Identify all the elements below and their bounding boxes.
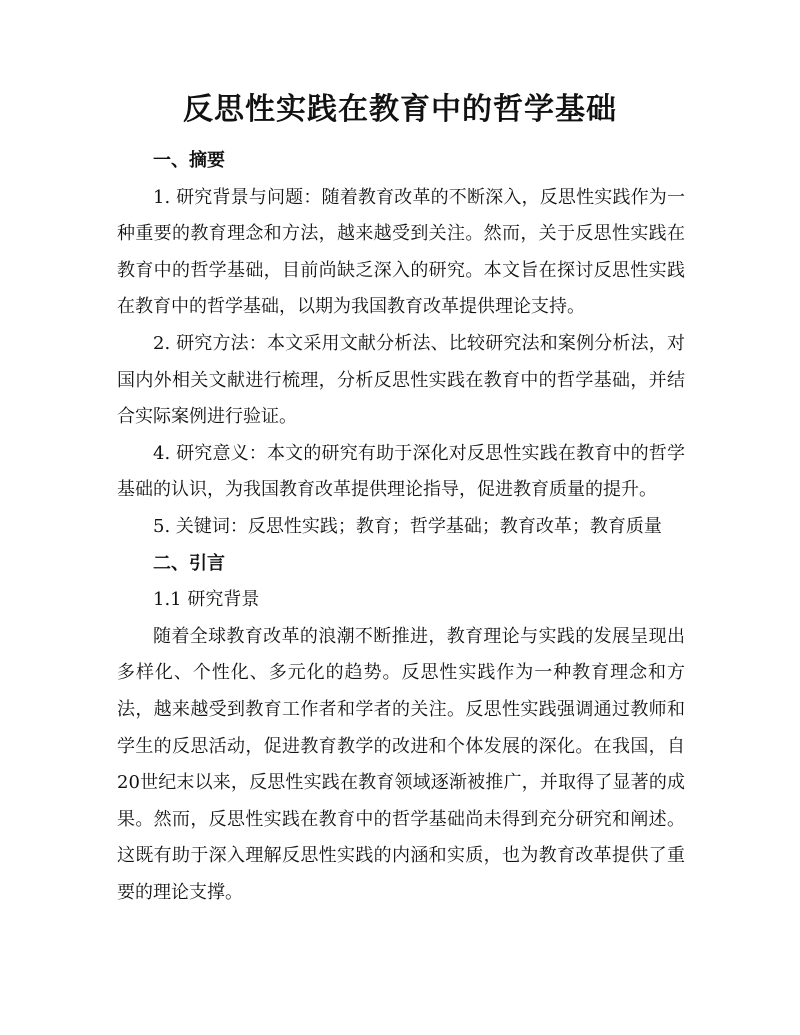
document-title: 反思性实践在教育中的哲学基础: [183, 92, 617, 127]
abstract-item-background: 1. 研究背景与问题：随着教育改革的不断深入，反思性实践作为一种重要的教育理念和方法，越来越受到关注。然而，关于反思性实践在教育中的哲学基础，目前尚缺乏深入的研究。本文旨在探讨反思性实践在教育中的哲学基础，以期为我国教育改革提供理论支持。: [117, 186, 685, 318]
abstract-item-keywords: 5. 关键词：反思性实践；教育；哲学基础；教育改革；教育质量: [153, 515, 662, 537]
subsection-heading-background: 1.1 研究背景: [153, 589, 260, 611]
document-body: [117, 143, 685, 911]
introduction-paragraph: 随着全球教育改革的浪潮不断推进，教育理论与实践的发展呈现出多样化、个性化、多元化的趋势。反思性实践作为一种教育理念和方法，越来越受到教育工作者和学者的关注。反思性实践强调通过教师和学生的反思活动，促进教育教学的改进和个体发展的深化。在我国，自20世纪末以来，反思性实践在教育领域逐渐被推广，并取得了显著的成果。然而，反思性实践在教育中的哲学基础尚未得到充分研究和阐述。这既有助于深入理解反思性实践的内涵和实质，也为教育改革提供了重要的理论支撑。: [117, 625, 685, 903]
abstract-item-method: 2. 研究方法：本文采用文献分析法、比较研究法和案例分析法，对国内外相关文献进行梳理，分析反思性实践在教育中的哲学基础，并结合实际案例进行验证。: [117, 332, 685, 428]
abstract-item-significance: 4. 研究意义：本文的研究有助于深化对反思性实践在教育中的哲学基础的认识，为我国教育改革提供理论指导，促进教育质量的提升。: [117, 442, 685, 501]
section-heading-introduction: 二、引言: [153, 552, 225, 574]
section-heading-abstract: 一、摘要: [153, 150, 225, 171]
